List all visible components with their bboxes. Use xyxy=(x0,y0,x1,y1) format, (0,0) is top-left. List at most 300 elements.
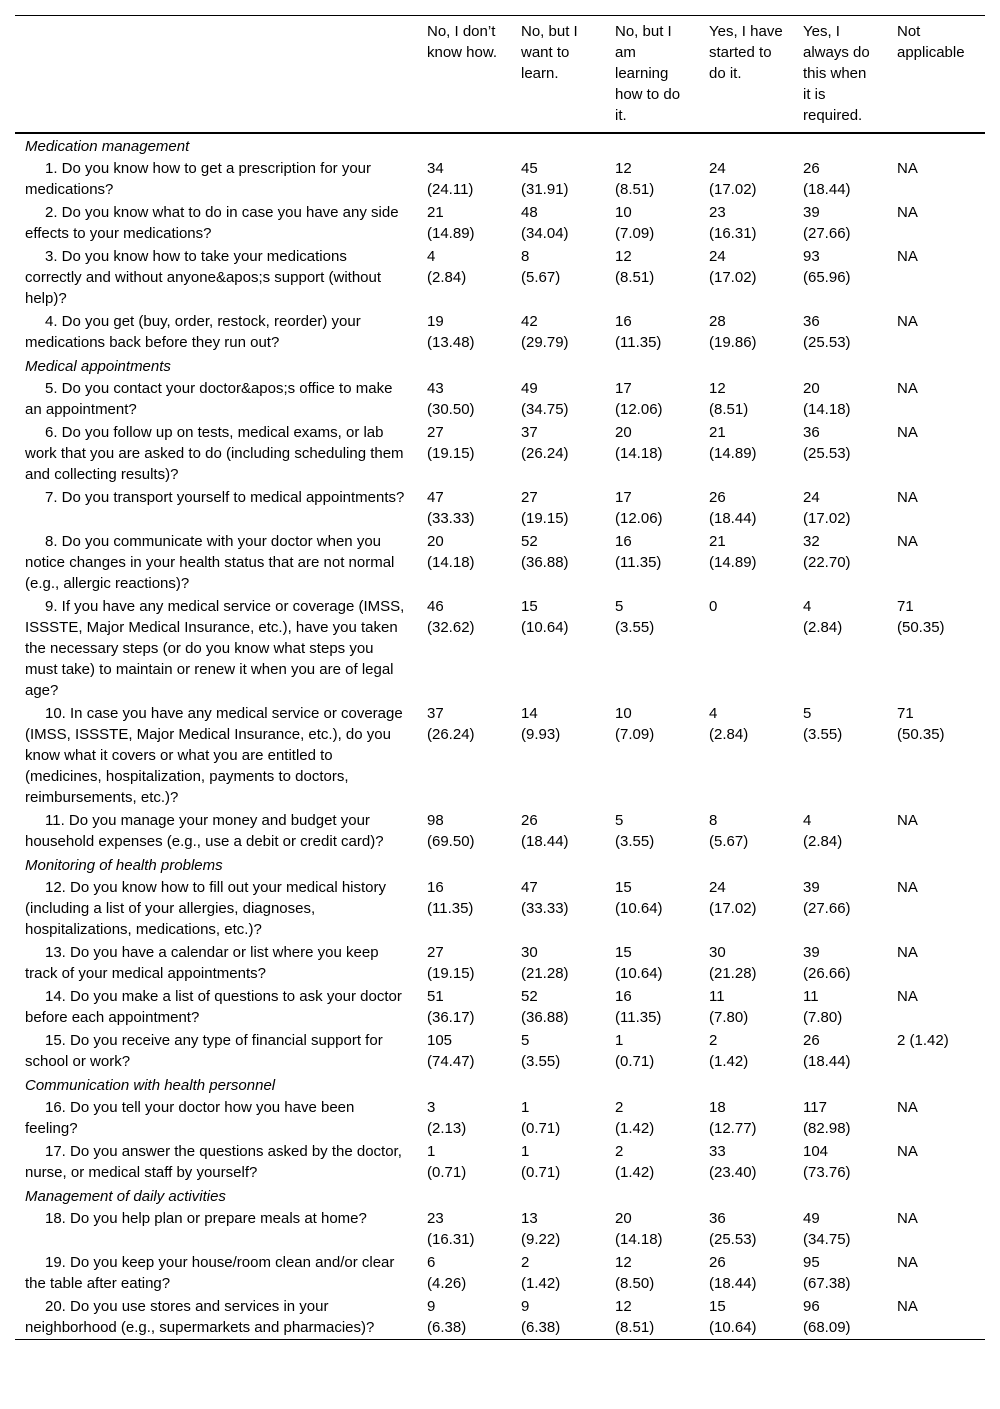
question-cell xyxy=(15,245,417,310)
count-value: 48 xyxy=(521,204,538,221)
percent-value: (2.84) xyxy=(803,619,843,636)
value-cell xyxy=(887,421,985,486)
value-cell xyxy=(417,1140,511,1184)
value-cell xyxy=(699,985,793,1029)
value-cell xyxy=(605,702,699,809)
value-cell xyxy=(511,1251,605,1295)
count-value: 1 xyxy=(521,1143,530,1160)
table-row xyxy=(15,486,985,530)
question-cell xyxy=(15,1029,417,1073)
value-cell xyxy=(511,421,605,486)
percent-value: (8.50) xyxy=(615,1275,655,1292)
table-row xyxy=(15,1029,985,1073)
percent-value: (21.28) xyxy=(521,965,569,982)
count-value: 33 xyxy=(709,1143,726,1160)
question-text: 11. Do you manage your money and budget your household expenses (e.g., use a debit or credit card)? xyxy=(25,812,384,850)
percent-value: (17.02) xyxy=(709,900,757,917)
table-row xyxy=(15,876,985,941)
percent-value: (5.67) xyxy=(521,269,561,286)
percent-value: (36.17) xyxy=(427,1009,475,1026)
section-row xyxy=(15,853,985,876)
header-cell-yes-started: Yes, I have started to do it. xyxy=(709,23,783,82)
table-row xyxy=(15,1096,985,1140)
count-value: 17 xyxy=(615,380,632,397)
value-cell xyxy=(511,809,605,853)
value-cell xyxy=(793,985,887,1029)
count-value: 15 xyxy=(615,944,632,961)
question-text: 9. If you have any medical service or coverage (IMSS, ISSSTE, Major Medical Insurance, etc.), have you taken the necessary steps (or do you know what steps you must take) to maintain or renew it when you are of legal age? xyxy=(25,598,405,699)
count-value: 49 xyxy=(803,1210,820,1227)
question-text: 2. Do you know what to do in case you have any side effects to your medications? xyxy=(25,204,399,242)
question-text: 1. Do you know how to get a prescription for your medications? xyxy=(25,160,372,198)
percent-value: (74.47) xyxy=(427,1053,475,1070)
value-cell xyxy=(605,377,699,421)
percent-value: (17.02) xyxy=(709,181,757,198)
value-cell xyxy=(417,702,511,809)
question-text: 10. In case you have any medical service or coverage (IMSS, ISSSTE, Major Medical Insurance, etc.), do you know what it covers or what you are entitled to (medicines, hospitalization, payments to doctors, reimbursements, etc.)? xyxy=(25,705,403,806)
percent-value: (18.44) xyxy=(803,1053,851,1070)
percent-value: (0.71) xyxy=(521,1120,561,1137)
value-cell xyxy=(793,530,887,595)
count-value: 8 xyxy=(709,812,718,829)
value-cell xyxy=(793,1140,887,1184)
question-text: 13. Do you have a calendar or list where you keep track of your medical appointments? xyxy=(25,944,379,982)
value-cell xyxy=(699,876,793,941)
value-cell xyxy=(887,486,985,530)
percent-value: (1.42) xyxy=(615,1164,655,1181)
count-value: 2 xyxy=(615,1099,624,1116)
percent-value: (10.64) xyxy=(521,619,569,636)
count-value: NA xyxy=(897,1099,918,1116)
count-value: 39 xyxy=(803,204,820,221)
count-value: NA xyxy=(897,1143,918,1160)
value-cell xyxy=(511,595,605,702)
percent-value: (30.50) xyxy=(427,401,475,418)
table-row xyxy=(15,201,985,245)
count-value: 27 xyxy=(427,944,444,961)
section-row xyxy=(15,1073,985,1096)
table-row xyxy=(15,1295,985,1340)
percent-value: (5.67) xyxy=(709,833,749,850)
percent-value: (4.26) xyxy=(427,1275,467,1292)
value-cell xyxy=(511,876,605,941)
table-row xyxy=(15,530,985,595)
count-value: 17 xyxy=(615,489,632,506)
percent-value: (9.22) xyxy=(521,1231,561,1248)
count-value: 20 xyxy=(803,380,820,397)
question-cell xyxy=(15,876,417,941)
count-value: 12 xyxy=(615,160,632,177)
percent-value: (36.88) xyxy=(521,1009,569,1026)
question-text: 14. Do you make a list of questions to ask your doctor before each appointment? xyxy=(25,988,402,1026)
percent-value: (34.75) xyxy=(803,1231,851,1248)
percent-value: (14.18) xyxy=(615,1231,663,1248)
value-cell xyxy=(605,876,699,941)
count-value: 24 xyxy=(709,248,726,265)
percent-value: (33.33) xyxy=(427,510,475,527)
value-cell xyxy=(605,421,699,486)
count-value: 23 xyxy=(709,204,726,221)
value-cell xyxy=(605,201,699,245)
count-value: NA xyxy=(897,160,918,177)
question-text: 19. Do you keep your house/room clean and/or clear the table after eating? xyxy=(25,1254,395,1292)
header-cell-no-dont-know: No, I don’t know how. xyxy=(427,23,498,61)
percent-value: (14.89) xyxy=(709,445,757,462)
percent-value: (13.48) xyxy=(427,334,475,351)
count-value: 36 xyxy=(803,313,820,330)
percent-value: (82.98) xyxy=(803,1120,851,1137)
count-value: NA xyxy=(897,489,918,506)
value-cell xyxy=(511,245,605,310)
question-cell xyxy=(15,1251,417,1295)
value-cell xyxy=(793,201,887,245)
value-cell xyxy=(793,245,887,310)
value-cell xyxy=(887,595,985,702)
value-cell xyxy=(511,486,605,530)
table-row xyxy=(15,809,985,853)
percent-value: (27.66) xyxy=(803,900,851,917)
value-cell xyxy=(417,1029,511,1073)
percent-value: (12.06) xyxy=(615,401,663,418)
percent-value: (11.35) xyxy=(615,1009,662,1026)
table-row xyxy=(15,985,985,1029)
count-value: 13 xyxy=(521,1210,538,1227)
question-cell xyxy=(15,486,417,530)
value-cell xyxy=(511,1096,605,1140)
percent-value: (16.31) xyxy=(427,1231,475,1248)
count-value: 117 xyxy=(803,1099,827,1116)
count-value: 1 xyxy=(427,1143,436,1160)
table-row xyxy=(15,157,985,201)
count-value: 26 xyxy=(709,489,726,506)
value-cell xyxy=(699,421,793,486)
value-cell xyxy=(887,985,985,1029)
value-cell xyxy=(605,1140,699,1184)
count-value: 21 xyxy=(709,424,726,441)
count-value: 32 xyxy=(803,533,820,550)
percent-value: (19.15) xyxy=(427,965,475,982)
percent-value: (31.91) xyxy=(521,181,569,198)
value-cell xyxy=(511,157,605,201)
value-cell xyxy=(699,245,793,310)
value-cell xyxy=(699,1096,793,1140)
table-row xyxy=(15,377,985,421)
count-value: 95 xyxy=(803,1254,820,1271)
value-cell xyxy=(605,985,699,1029)
count-value: 10 xyxy=(615,705,632,722)
value-cell xyxy=(417,985,511,1029)
table-row xyxy=(15,245,985,310)
value-cell xyxy=(793,421,887,486)
percent-value: (2.84) xyxy=(427,269,467,286)
value-cell xyxy=(699,1295,793,1340)
percent-value: (50.35) xyxy=(897,619,945,636)
count-value: 4 xyxy=(803,812,812,829)
value-cell xyxy=(699,595,793,702)
value-cell xyxy=(793,1295,887,1340)
count-value: 24 xyxy=(709,160,726,177)
value-cell xyxy=(417,1251,511,1295)
value-cell xyxy=(511,985,605,1029)
value-cell xyxy=(417,421,511,486)
percent-value: (34.75) xyxy=(521,401,569,418)
value-cell xyxy=(887,809,985,853)
percent-value: (26.24) xyxy=(521,445,569,462)
table-row xyxy=(15,1140,985,1184)
count-value: 28 xyxy=(709,313,726,330)
percent-value: (69.50) xyxy=(427,833,475,850)
percent-value: (25.53) xyxy=(803,334,851,351)
count-value: 8 xyxy=(521,248,530,265)
question-text: 3. Do you know how to take your medications correctly and without anyone&apos;s support (without help)? xyxy=(25,248,382,307)
question-text: 6. Do you follow up on tests, medical exams, or lab work that you are asked to do (including scheduling them and collecting results)? xyxy=(25,424,404,483)
percent-value: (73.76) xyxy=(803,1164,851,1181)
section-row xyxy=(15,133,985,157)
count-value: 47 xyxy=(521,879,538,896)
value-cell xyxy=(417,377,511,421)
count-value: 26 xyxy=(709,1254,726,1271)
percent-value: (17.02) xyxy=(709,269,757,286)
count-value: NA xyxy=(897,424,918,441)
question-text: 8. Do you communicate with your doctor when you notice changes in your health status that are not normal (e.g., allergic reactions)? xyxy=(25,533,395,592)
value-cell xyxy=(699,310,793,354)
percent-value: (0.71) xyxy=(427,1164,467,1181)
table-row xyxy=(15,1251,985,1295)
percent-value: (12.77) xyxy=(709,1120,757,1137)
table-body xyxy=(15,133,985,1340)
percent-value: (19.15) xyxy=(427,445,475,462)
percent-value: (8.51) xyxy=(709,401,749,418)
value-cell xyxy=(887,702,985,809)
value-cell xyxy=(887,1096,985,1140)
value-cell xyxy=(793,1207,887,1251)
data-table xyxy=(15,15,985,1340)
value-cell xyxy=(699,1251,793,1295)
value-cell xyxy=(417,530,511,595)
percent-value: (7.09) xyxy=(615,726,655,743)
value-cell xyxy=(511,377,605,421)
count-value: 37 xyxy=(427,705,444,722)
count-value: 24 xyxy=(803,489,820,506)
value-cell xyxy=(511,310,605,354)
value-cell xyxy=(699,702,793,809)
header-cell-no-learning: No, but I am learning how to do it. xyxy=(615,23,681,124)
count-value: 98 xyxy=(427,812,444,829)
count-value: 96 xyxy=(803,1298,820,1315)
percent-value: (10.64) xyxy=(615,900,663,917)
percent-value: (6.38) xyxy=(427,1319,467,1336)
section-title: Management of daily activities xyxy=(25,1188,226,1205)
value-cell xyxy=(605,530,699,595)
percent-value: (1.42) xyxy=(615,1120,655,1137)
count-value: 23 xyxy=(427,1210,444,1227)
percent-value: (11.35) xyxy=(427,900,474,917)
count-value: NA xyxy=(897,879,918,896)
question-cell xyxy=(15,310,417,354)
question-cell xyxy=(15,809,417,853)
count-value: 51 xyxy=(427,988,444,1005)
value-cell xyxy=(793,876,887,941)
count-value: 36 xyxy=(709,1210,726,1227)
percent-value: (50.35) xyxy=(897,726,945,743)
percent-value: (32.62) xyxy=(427,619,475,636)
value-cell xyxy=(417,310,511,354)
value-cell xyxy=(417,595,511,702)
percent-value: (14.89) xyxy=(709,554,757,571)
count-value: NA xyxy=(897,944,918,961)
value-cell xyxy=(699,530,793,595)
count-value: 24 xyxy=(709,879,726,896)
count-value: 39 xyxy=(803,879,820,896)
count-value: 19 xyxy=(427,313,444,330)
percent-value: (1.42) xyxy=(709,1053,749,1070)
count-value: 12 xyxy=(615,1254,632,1271)
question-cell xyxy=(15,530,417,595)
question-cell xyxy=(15,1096,417,1140)
percent-value: (33.33) xyxy=(521,900,569,917)
percent-value: (3.55) xyxy=(615,619,655,636)
count-value: NA xyxy=(897,248,918,265)
value-cell xyxy=(605,157,699,201)
value-cell xyxy=(417,1295,511,1340)
value-cell xyxy=(417,486,511,530)
percent-value: (8.51) xyxy=(615,1319,655,1336)
value-cell xyxy=(793,809,887,853)
count-value: 10 xyxy=(615,204,632,221)
percent-value: (18.44) xyxy=(803,181,851,198)
percent-value: (10.64) xyxy=(615,965,663,982)
percent-value: (7.80) xyxy=(803,1009,843,1026)
count-value: 11 xyxy=(803,988,819,1005)
count-value: 20 xyxy=(615,424,632,441)
header-cell-not-applicable: Not applicable xyxy=(897,23,965,61)
count-value: 0 xyxy=(709,598,718,615)
count-value: 9 xyxy=(521,1298,530,1315)
percent-value: (17.02) xyxy=(803,510,851,527)
value-cell xyxy=(793,1096,887,1140)
count-value: 30 xyxy=(709,944,726,961)
table-header xyxy=(15,16,985,134)
percent-value: (3.55) xyxy=(803,726,843,743)
count-value: 27 xyxy=(521,489,538,506)
count-value: 43 xyxy=(427,380,444,397)
question-text: 16. Do you tell your doctor how you have been feeling? xyxy=(25,1099,355,1137)
header-cell-question xyxy=(15,16,417,134)
value-cell xyxy=(605,595,699,702)
value-cell xyxy=(699,486,793,530)
count-value: 3 xyxy=(427,1099,436,1116)
count-value: NA xyxy=(897,1254,918,1271)
percent-value: (68.09) xyxy=(803,1319,851,1336)
count-value: 104 xyxy=(803,1143,829,1160)
percent-value: (11.35) xyxy=(615,334,662,351)
count-value: NA xyxy=(897,533,918,550)
question-text: 12. Do you know how to fill out your medical history (including a list of your allergies, diagnoses, hospitalizations, medications, etc.)? xyxy=(25,879,386,938)
count-value: 9 xyxy=(427,1298,436,1315)
percent-value: (8.51) xyxy=(615,269,655,286)
value-cell xyxy=(511,530,605,595)
value-cell xyxy=(417,1096,511,1140)
table-container xyxy=(15,15,985,1340)
count-value: 30 xyxy=(521,944,538,961)
percent-value: (27.66) xyxy=(803,225,851,242)
count-value: 39 xyxy=(803,944,820,961)
count-value: 5 xyxy=(615,598,624,615)
value-cell xyxy=(699,201,793,245)
count-value: 45 xyxy=(521,160,538,177)
value-cell xyxy=(793,702,887,809)
count-value: 5 xyxy=(803,705,812,722)
count-value: 4 xyxy=(427,248,436,265)
count-value: 52 xyxy=(521,988,538,1005)
value-cell xyxy=(605,1096,699,1140)
count-value: 14 xyxy=(521,705,538,722)
question-text: 4. Do you get (buy, order, restock, reorder) your medications back before they run out? xyxy=(25,313,361,351)
table-row xyxy=(15,310,985,354)
value-cell xyxy=(511,1207,605,1251)
percent-value: (11.35) xyxy=(615,554,662,571)
percent-value: (22.70) xyxy=(803,554,851,571)
percent-value: (67.38) xyxy=(803,1275,851,1292)
value-cell xyxy=(793,157,887,201)
percent-value: (14.18) xyxy=(427,554,475,571)
table-row xyxy=(15,702,985,809)
value-cell xyxy=(605,310,699,354)
value-cell xyxy=(887,1295,985,1340)
percent-value: (23.40) xyxy=(709,1164,757,1181)
count-value: 12 xyxy=(615,1298,632,1315)
value-cell xyxy=(511,941,605,985)
count-value: 21 xyxy=(709,533,726,550)
value-cell xyxy=(511,702,605,809)
percent-value: (9.93) xyxy=(521,726,561,743)
value-cell xyxy=(699,1029,793,1073)
value-cell xyxy=(417,809,511,853)
count-value: 16 xyxy=(615,313,632,330)
count-value: NA xyxy=(897,1210,918,1227)
value-cell xyxy=(699,377,793,421)
value-cell xyxy=(887,310,985,354)
value-cell xyxy=(887,245,985,310)
value-cell xyxy=(793,941,887,985)
count-value: 20 xyxy=(427,533,444,550)
section-title: Medication management xyxy=(25,138,190,155)
percent-value: (19.86) xyxy=(709,334,757,351)
value-cell xyxy=(605,941,699,985)
percent-value: (14.18) xyxy=(615,445,663,462)
count-value: 26 xyxy=(521,812,538,829)
percent-value: (29.79) xyxy=(521,334,569,351)
question-cell xyxy=(15,421,417,486)
count-value: NA xyxy=(897,988,918,1005)
count-value: NA xyxy=(897,313,918,330)
question-text: 18. Do you help plan or prepare meals at home? xyxy=(45,1210,367,1227)
value-cell xyxy=(417,201,511,245)
value-cell xyxy=(511,1140,605,1184)
value-cell xyxy=(417,1207,511,1251)
count-value: 2 xyxy=(521,1254,530,1271)
percent-value: (24.11) xyxy=(427,181,474,198)
question-cell xyxy=(15,941,417,985)
table-row xyxy=(15,595,985,702)
percent-value: (26.66) xyxy=(803,965,851,982)
percent-value: (7.80) xyxy=(709,1009,749,1026)
value-cell xyxy=(793,1029,887,1073)
value-cell xyxy=(699,1207,793,1251)
question-text: 5. Do you contact your doctor&apos;s office to make an appointment? xyxy=(25,380,393,418)
percent-value: (25.53) xyxy=(803,445,851,462)
count-value: 11 xyxy=(709,988,725,1005)
